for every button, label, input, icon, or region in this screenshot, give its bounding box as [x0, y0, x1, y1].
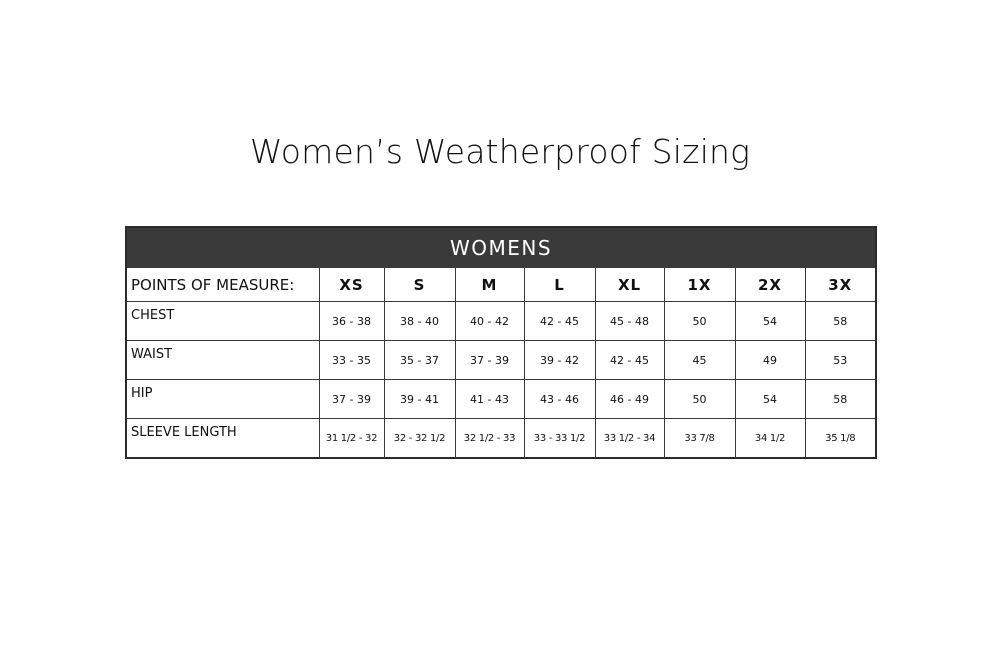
table-cell: 33 7/8: [664, 419, 735, 459]
table-cell: 58: [805, 302, 876, 341]
size-header-3x: 3X: [805, 268, 876, 302]
table-cell: 41 - 43: [455, 380, 524, 419]
table-cell: 46 - 49: [595, 380, 664, 419]
row-label-waist: WAIST: [126, 341, 319, 380]
page-title: Women’s Weatherproof Sizing: [249, 132, 751, 171]
table-cell: 33 1/2 - 34: [595, 419, 664, 459]
table-cell: 35 - 37: [384, 341, 455, 380]
table-cell: 45: [664, 341, 735, 380]
size-header-xs: XS: [319, 268, 384, 302]
table-cell: 37 - 39: [319, 380, 384, 419]
table-cell: 33 - 35: [319, 341, 384, 380]
banner-row: [126, 227, 876, 268]
table-cell: 54: [735, 302, 805, 341]
table-cell: 40 - 42: [455, 302, 524, 341]
table-cell: 36 - 38: [319, 302, 384, 341]
table-cell: 32 1/2 - 33: [455, 419, 524, 459]
size-header-s: S: [384, 268, 455, 302]
table-row-waist: [126, 341, 876, 380]
table-cell: 37 - 39: [455, 341, 524, 380]
row-label-hip: HIP: [126, 380, 319, 419]
table-cell: 58: [805, 380, 876, 419]
table-cell: 50: [664, 380, 735, 419]
table-cell: 53: [805, 341, 876, 380]
row-label-chest: CHEST: [126, 302, 319, 341]
table-cell: 38 - 40: [384, 302, 455, 341]
size-header-row: [126, 268, 876, 302]
size-header-m: M: [455, 268, 524, 302]
size-header-2x: 2X: [735, 268, 805, 302]
table-banner: WOMENS: [126, 227, 876, 268]
size-header-l: L: [524, 268, 595, 302]
table-cell: 31 1/2 - 32: [319, 419, 384, 459]
points-of-measure-header: POINTS OF MEASURE:: [126, 268, 319, 302]
table-cell: 39 - 41: [384, 380, 455, 419]
table-cell: 54: [735, 380, 805, 419]
table-cell: 43 - 46: [524, 380, 595, 419]
size-chart-table: [125, 226, 877, 459]
table-cell: 50: [664, 302, 735, 341]
table-cell: 34 1/2: [735, 419, 805, 459]
table-cell: 45 - 48: [595, 302, 664, 341]
row-label-sleeve-length: SLEEVE LENGTH: [126, 419, 319, 459]
table-cell: 33 - 33 1/2: [524, 419, 595, 459]
table-cell: 42 - 45: [595, 341, 664, 380]
table-row-hip: [126, 380, 876, 419]
table-row-sleeve-length: [126, 419, 876, 459]
size-header-xl: XL: [595, 268, 664, 302]
table-cell: 35 1/8: [805, 419, 876, 459]
table-cell: 39 - 42: [524, 341, 595, 380]
table-cell: 42 - 45: [524, 302, 595, 341]
size-header-1x: 1X: [664, 268, 735, 302]
table-cell: 32 - 32 1/2: [384, 419, 455, 459]
table-row-chest: [126, 302, 876, 341]
table-cell: 49: [735, 341, 805, 380]
